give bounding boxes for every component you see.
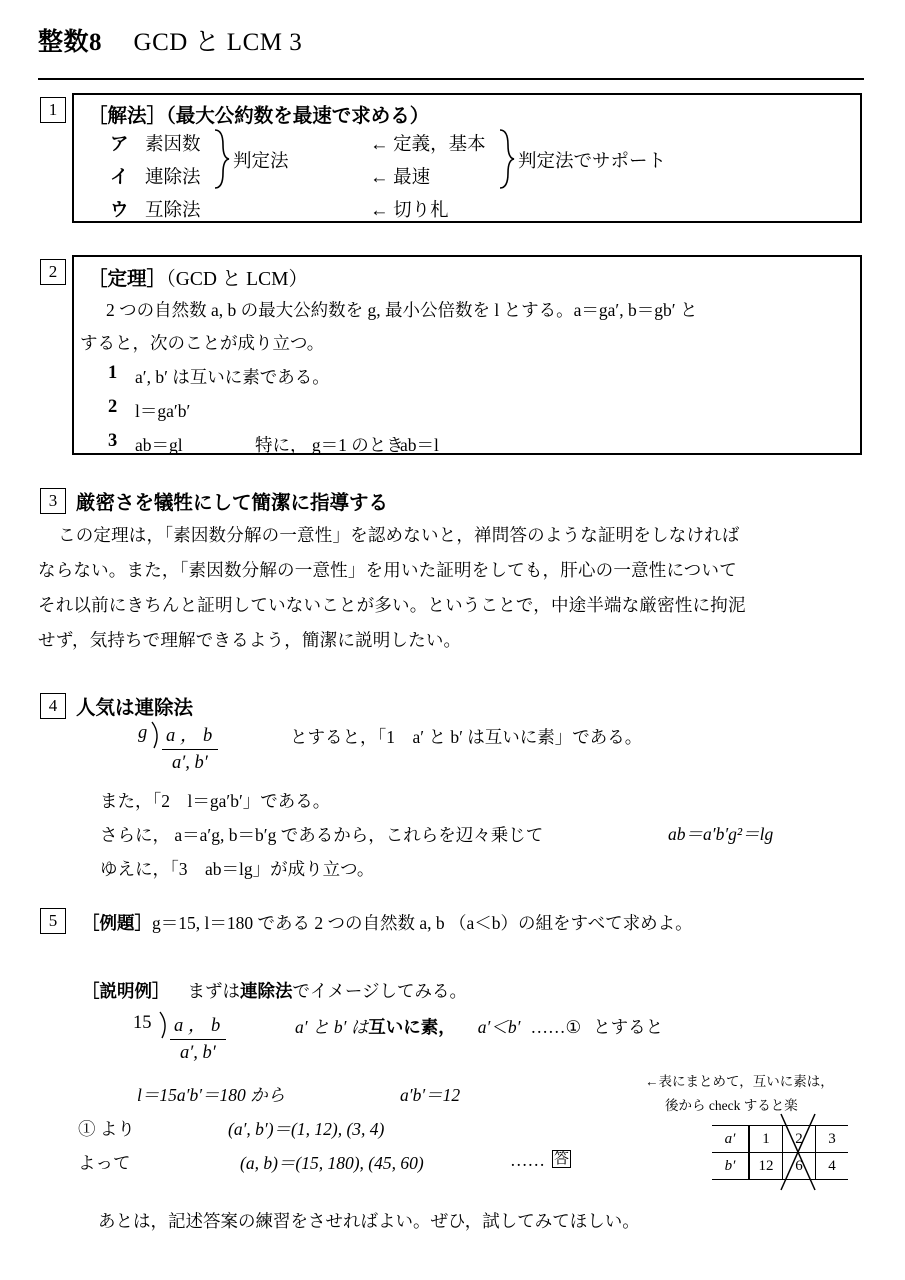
section-4-heading: 人気は連除法 [76, 698, 194, 719]
section-1-method-0: 素因数 [145, 135, 201, 155]
section-3-line-3: せず，気持ちで理解できるよう，簡潔に説明したい。 [38, 630, 462, 650]
section-5-right-part4: とすると [593, 1017, 664, 1037]
section-5-division-bottom: a′, b′ [180, 1043, 216, 1063]
section-2-item-1-text: l＝ga′b′ [135, 401, 191, 421]
section-1-arrow-2: ← 切り札 [370, 201, 449, 221]
section-5-right-dots: …… [530, 1017, 566, 1037]
section-2-heading-bold: ［定理］ [88, 269, 167, 290]
section-3-line-1: ならない。また，「素因数分解の一意性」を用いた証明をしても，肝心の一意性について [38, 560, 737, 580]
answer-badge [552, 1150, 571, 1169]
section-2-item-0-text: a′, b′ は互いに素である。 [135, 367, 330, 387]
section-1-arrow-1: ← 最速 [370, 168, 431, 188]
section-5-explain-bold: 連除法 [240, 981, 293, 1001]
answer-glyph: 答 [554, 1151, 570, 1167]
section-5-right-part2: 互いに素， [368, 1017, 456, 1037]
section-2-item-2-text2: 特に， g＝1 のとき [255, 435, 404, 455]
table-row-header-a: a′ [712, 1126, 749, 1153]
page-title-bold: 整数8 [38, 29, 103, 56]
section-5-work-0-right: a′b′＝12 [400, 1085, 461, 1105]
section-5-division-block [170, 1011, 226, 1064]
side-note-line-2-mono: check [708, 1098, 741, 1113]
table-cell-b-2: 4 [816, 1153, 849, 1180]
table-row [712, 1153, 848, 1180]
side-note-line-2-post: すると楽 [740, 1098, 798, 1113]
section-5-heading-rest: g＝15, l＝180 である 2 つの自然数 a, b （a＜b）の組をすべて求めよ。 [152, 913, 693, 933]
table-cell-a-2: 3 [816, 1126, 849, 1153]
section-4-after-division: とすると，「1 a′ と b′ は互いに素」である。 [290, 727, 643, 747]
section-number-2: 2 [40, 259, 66, 285]
section-3-line-2: それ以前にきちんと証明していないことが多い。ということで，中途半端な厳密性に拘泥 [38, 595, 746, 615]
page-title [38, 22, 302, 58]
section-1-method-2: 互除法 [145, 201, 201, 221]
section-5-explain-label: ［説明例］ [82, 981, 170, 1001]
section-5-explain-pre: まずは [187, 981, 240, 1001]
section-5-right-part1: a′ と b′ は [295, 1017, 369, 1037]
section-5-work-2-right: (a, b)＝(15, 180), (45, 60) [240, 1153, 424, 1173]
section-4-division-bottom: a′, b′ [172, 753, 208, 773]
section-1-method-1: 連除法 [145, 168, 201, 188]
section-5-work-1-right: (a′, b′)＝(1, 12), (3, 4) [228, 1119, 385, 1139]
section-4-line-1: さらに， a＝a′g, b＝b′g であるから，これらを辺々乗じて [100, 825, 544, 845]
section-4-divisor: g [138, 723, 148, 743]
section-1-brace-label-left: 判定法 [233, 152, 289, 172]
section-number-3: 3 [40, 488, 66, 514]
section-5-explain-post: でイメージしてみる。 [292, 981, 467, 1001]
coprime-check-table [712, 1125, 848, 1180]
section-5-work-2-left: よって [78, 1153, 131, 1173]
section-5-divisor: 15 [133, 1013, 152, 1033]
section-4-division-top: a ， b [162, 721, 218, 750]
page-title-roman: GCD と LCM 3 [133, 29, 303, 56]
table-row-header-b: b′ [712, 1153, 749, 1180]
section-2-item-2-text3: ab＝l [400, 435, 439, 455]
section-1-arrow-0: ← 定義，基本 [370, 135, 486, 155]
title-rule [38, 78, 864, 80]
section-1-heading: ［解法］（最大公約数を最速で求める） [88, 106, 430, 127]
section-2-heading [88, 263, 308, 291]
section-4-division-block [162, 721, 218, 774]
section-5-heading [82, 910, 693, 935]
section-1-brace-label-right: 判定法でサポート [518, 152, 667, 172]
section-5-work-2-dots: …… [510, 1150, 545, 1170]
section-4-line-0: また，「2 l＝ga′b′」である。 [100, 791, 331, 811]
section-2-item-2-text: ab＝gl [135, 435, 183, 455]
section-1-marker-1: イ [110, 168, 129, 188]
section-2-item-0-number: 1 [108, 363, 118, 383]
side-note-line-2-pre: 後から [665, 1098, 709, 1113]
section-5-heading-bold: ［例題］ [82, 913, 152, 933]
section-5-work-1-left: ① より [78, 1119, 135, 1139]
section-5-explain [82, 978, 467, 1003]
section-2-body-line-1: 2 つの自然数 a, b の最大公約数を g, 最小公倍数を l とする。a＝ga′, b＝gb′ と [106, 300, 698, 320]
section-number-4: 4 [40, 693, 66, 719]
section-3-line-0: この定理は，「素因数分解の一意性」を認めないと，禅問答のような証明をしなければ [58, 525, 740, 545]
section-2-item-1-number: 2 [108, 397, 118, 417]
section-4-line-2: ゆえに，「3 ab＝lg」が成り立つ。 [100, 859, 375, 879]
section-5-right-part3: a′＜b′ [477, 1017, 521, 1037]
section-3-heading: 厳密さを犠牲にして簡潔に指導する [76, 493, 389, 514]
section-1-marker-0: ア [110, 135, 129, 155]
section-3-paragraph [38, 518, 746, 658]
side-note-line-1: ←表にまとめて，互いに素は， [645, 1074, 834, 1089]
section-2-item-2-number: 3 [108, 431, 118, 451]
table-cell-a-1: 2 [783, 1126, 816, 1153]
table-cell-a-0: 1 [749, 1126, 783, 1153]
table-row [712, 1126, 848, 1153]
section-number-5: 5 [40, 908, 66, 934]
section-2-body-line-2: すると，次のことが成り立つ。 [80, 333, 325, 353]
section-5-closing-line: あとは，記述答案の練習をさせればよい。ぜひ，試してみてほしい。 [98, 1211, 640, 1231]
table-cell-b-1: 6 [783, 1153, 816, 1180]
section-5-division-right [295, 1014, 663, 1039]
section-4-inline-formula: ab＝a′b′g²＝lg [668, 824, 774, 844]
section-5-division-top: a ， b [170, 1011, 226, 1040]
section-5-work-0-mid: l＝15a′b′＝180 から [137, 1085, 286, 1105]
side-note-line-2 [665, 1094, 798, 1114]
section-2-heading-rest: （GCD と LCM） [166, 269, 308, 290]
section-5-right-circled: ① [565, 1017, 582, 1037]
section-1-marker-2: ウ [110, 201, 129, 221]
section-number-1: 1 [40, 97, 66, 123]
table-cell-b-0: 12 [749, 1153, 783, 1180]
